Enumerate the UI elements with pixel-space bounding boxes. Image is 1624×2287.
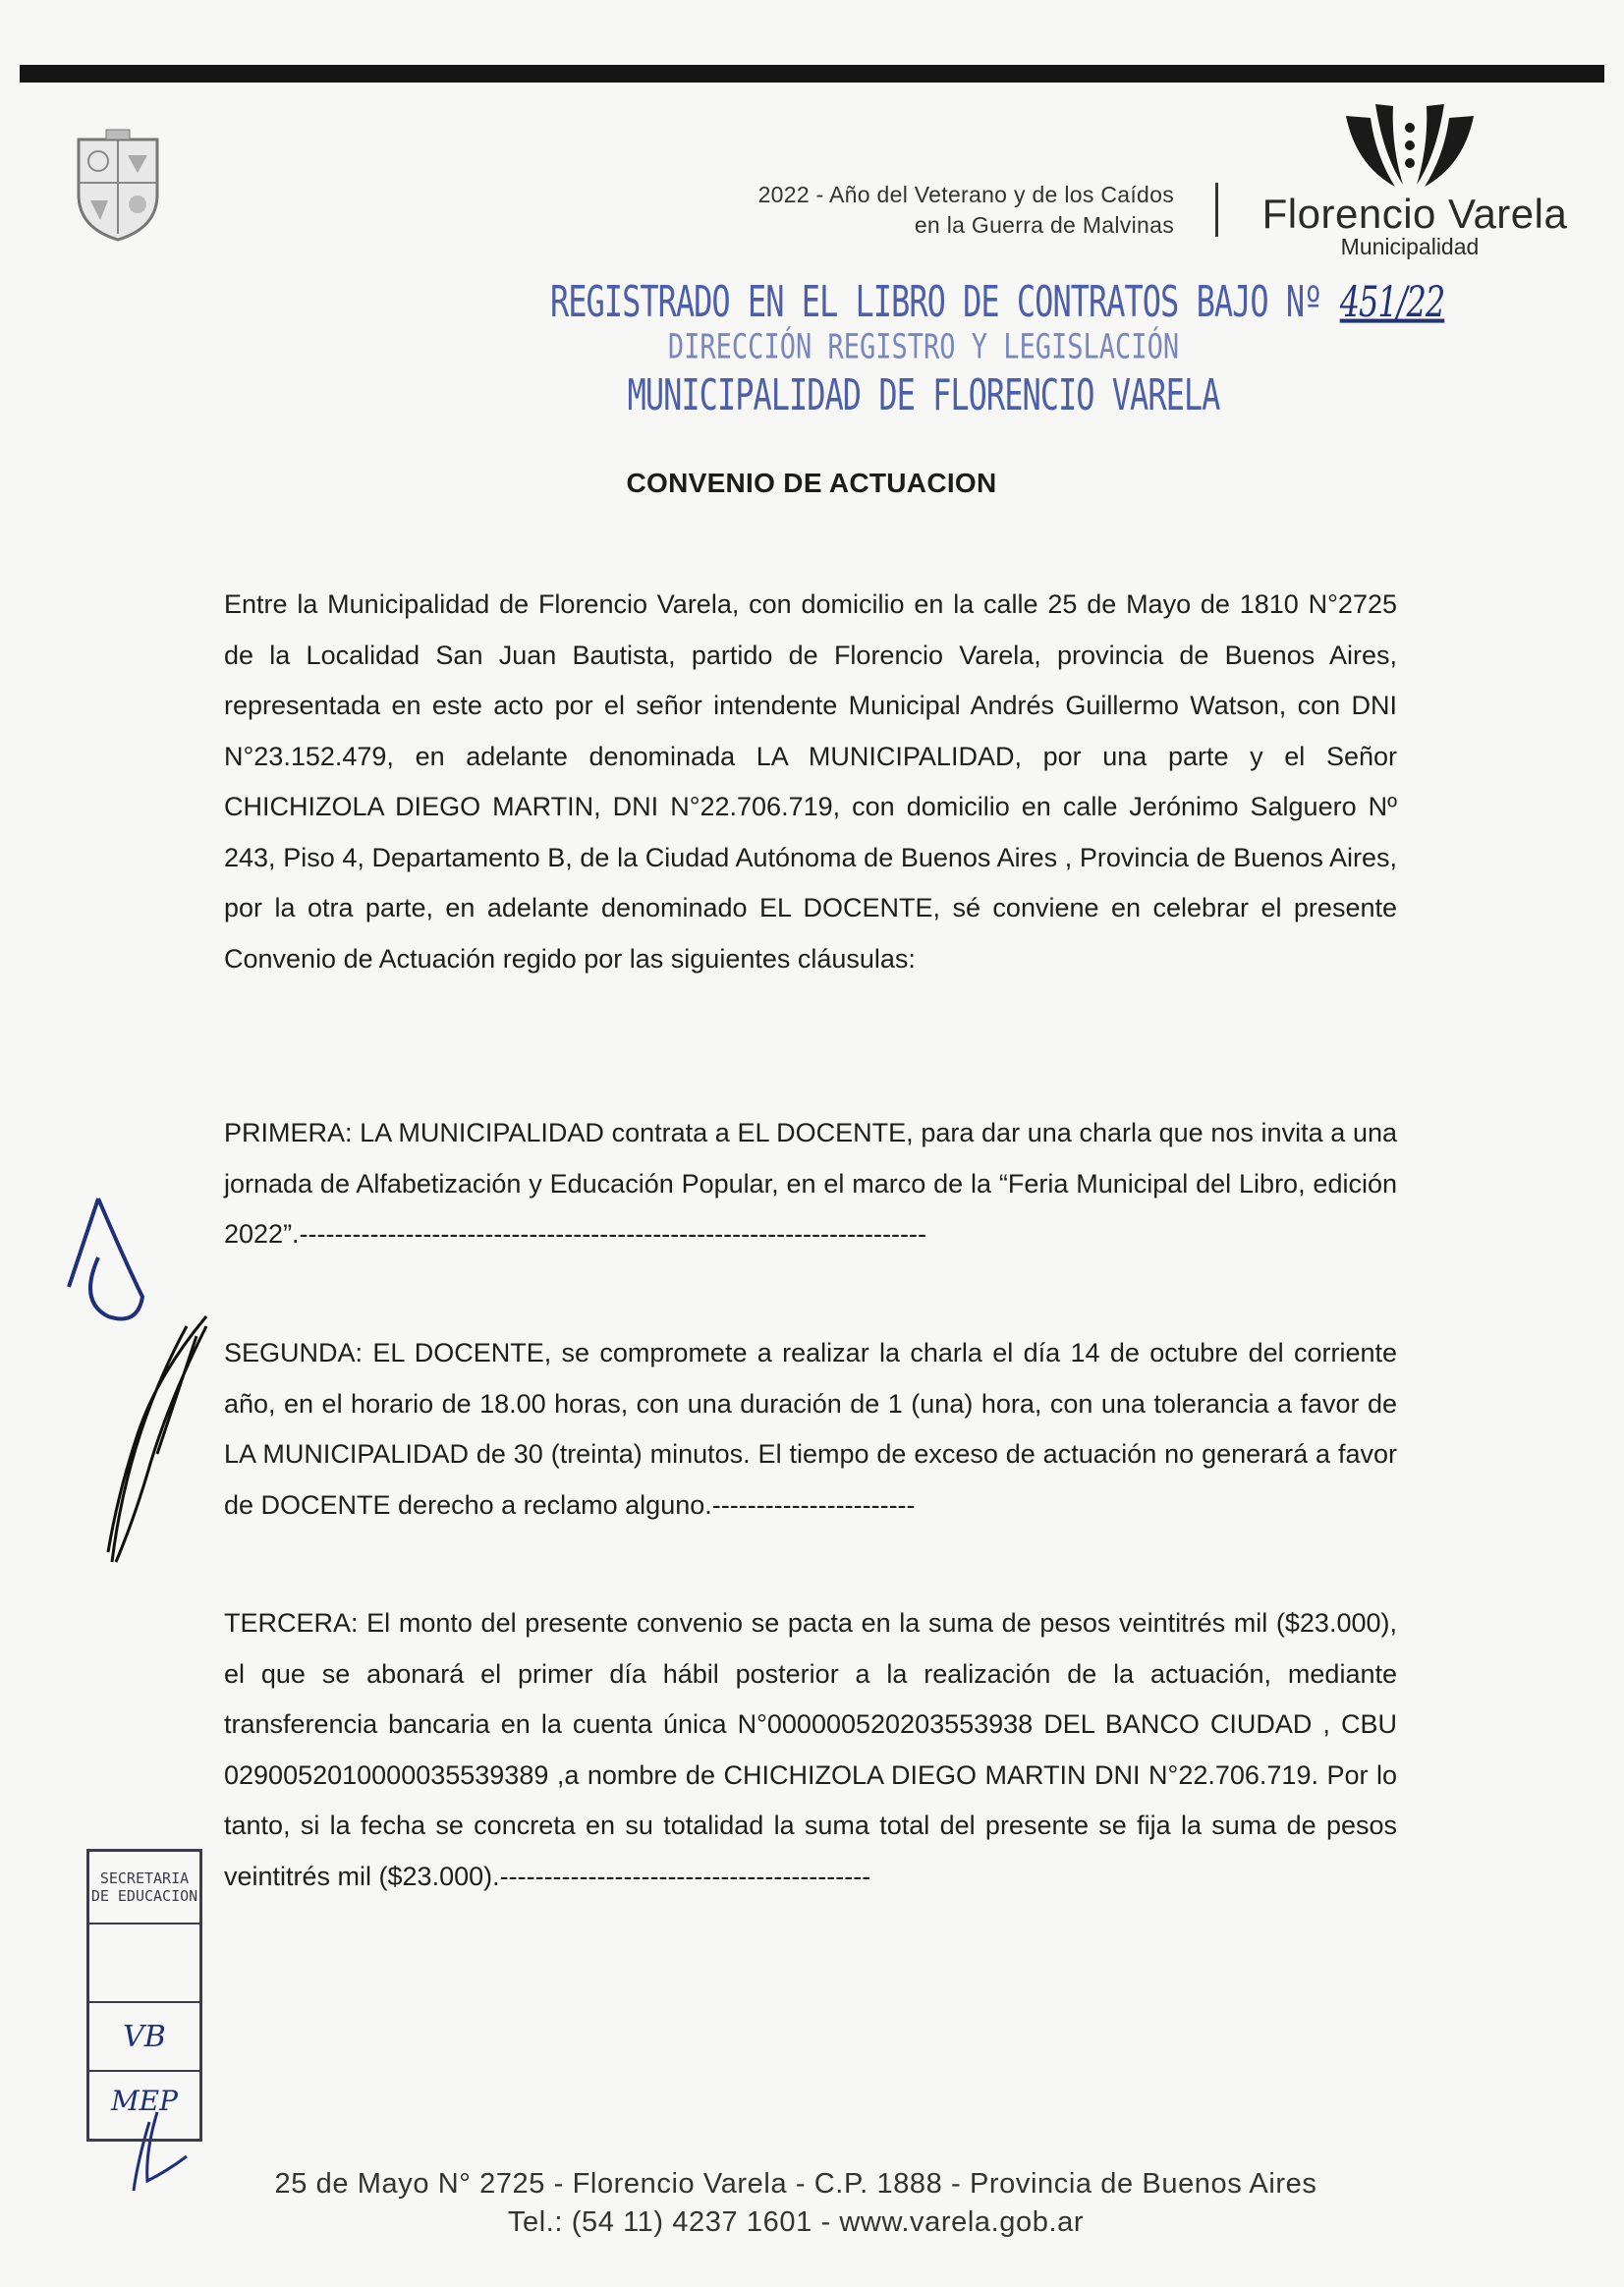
clause-segunda: SEGUNDA: EL DOCENTE, se compromete a realizar la charla el día 14 de octubre del corriente año, en el horario de 18.00 horas, con una duración de 1 (una) hora, con una tolerancia a favor de LA MUNICIPALIDAD de 30 (treinta) minutos. El tiempo de exceso de actuación no generará a favor de DOCENTE derecho a reclamo alguno.----------------------- — [224, 1338, 1397, 1520]
registry-stamp — [550, 276, 1445, 420]
document-title: CONVENIO DE ACTUACION — [626, 468, 997, 498]
clause-tercera: TERCERA: El monto del presente convenio se pacta en la suma de pesos veintitrés mil ($23.000), el que se abonará el primer día hábil posterior a la realización de la actuación, mediante transferencia bancaria en la cuenta única N°000000520203553938 DEL BANCO CIUDAD , CBU 0290052010000035539389 ,a nombre de CHICHIZOLA DIEGO MARTIN DNI N°22.706.719. Por lo tanto, si la fecha se concreta en su totalidad la suma total del presente se fija la suma de pesos veintitrés mil ($23.000).------------------------------------------ — [224, 1608, 1397, 1891]
secretary-stamp-initials-1: VB — [89, 2003, 199, 2072]
year-motto-line2: en la Guerra de Malvinas — [914, 212, 1174, 238]
registry-stamp-text: REGISTRADO EN EL LIBRO DE CONTRATOS BAJO Nº — [550, 276, 1322, 327]
education-secretary-stamp — [86, 1849, 202, 2142]
header-divider — [1215, 183, 1218, 237]
intro-paragraph: Entre la Municipalidad de Florencio Varela, con domicilio en la calle 25 de Mayo de 1810 N°2725 de la Localidad San Juan Bautista, partido de Florencio Varela, provincia de Buenos Aires, representada en este acto por el señor intendente Municipal Andrés Guillermo Watson, con DNI N°23.152.479, en adelante denominada LA MUNICIPALIDAD, por una parte y el Señor CHICHIZOLA DIEGO MARTIN, DNI N°22.706.719, con domicilio en calle Jerónimo Salguero Nº 243, Piso 4, Departamento B, de la Ciudad Autónoma de Buenos Aires , Provincia de Buenos Aires, por la otra parte, en adelante denominado EL DOCENTE, sé conviene en celebrar el presente Convenio de Actuación regido por las siguientes cláusulas: — [224, 589, 1397, 974]
secretary-stamp-blank-cell — [89, 1924, 199, 2003]
registry-stamp-line2: DIRECCIÓN REGISTRO Y LEGISLACIÓN — [667, 327, 1180, 367]
top-border-bar — [20, 65, 1604, 83]
registry-stamp-line3: MUNICIPALIDAD DE FLORENCIO VARELA — [627, 369, 1220, 420]
footer-address: 25 de Mayo N° 2725 - Florencio Varela - C.P. 1888 - Provincia de Buenos Aires — [274, 2168, 1317, 2200]
secretary-stamp-initials-2: MEP — [111, 2085, 178, 2117]
coat-of-arms-icon — [71, 126, 165, 244]
secretary-stamp-label: SECRETARIA DE EDUCACION — [89, 1852, 199, 1924]
logo-subtitle: Municipalidad — [1340, 234, 1480, 259]
registry-number: 451/22 — [1339, 276, 1445, 327]
municipal-logo-icon — [1336, 96, 1484, 195]
year-motto — [589, 180, 1174, 241]
logo-title: Florencio Varela — [1261, 191, 1568, 237]
footer — [226, 2165, 1366, 2242]
registry-stamp-line1 — [550, 276, 1445, 327]
footer-contact: Tel.: (54 11) 4237 1601 - www.varela.gob.ar — [507, 2206, 1085, 2238]
clause-primera: PRIMERA: LA MUNICIPALIDAD contrata a EL DOCENTE, para dar una charla que nos invita a una jornada de Alfabetización y Educación Popular, en el marco de la “Feria Municipal del Libro, edición 2022”.----------------------------------------------------------------------- — [224, 1118, 1397, 1249]
year-motto-line1: 2022 - Año del Veterano y de los Caídos — [757, 182, 1174, 207]
